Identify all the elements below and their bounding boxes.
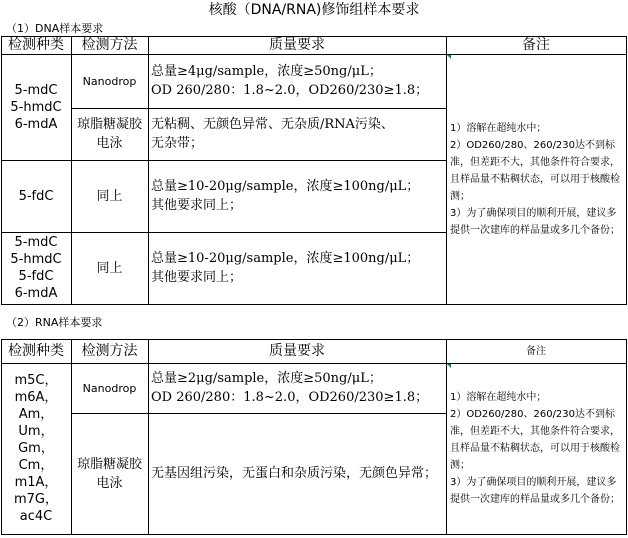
rna-note: 1）溶解在超纯水中； 2）OD260/280、260/230达不到标准，但差距不大，其他条件符合要求，且样品量不粘稠状态，可以用于核酸检测； 3）为了确保项目的顺利开展，建议多提供一次建库的样品量或多几个备份； [450, 392, 620, 505]
rna-types: m5C， m6A， Am， Um， Gm， Cm， m1A， m7G， ac4C [13, 373, 58, 524]
dna-section-label: （1）DNA样本要求 [6, 21, 104, 35]
dna-group3-req: 总量≥10-20μg/sample，浓度≥100ng/μL； 其他要求同上； [151, 251, 420, 285]
dna-group1-types: 5-mdC 5-hmdC 6-mdA [10, 82, 62, 132]
rna-header-quality: 质量要求 [269, 342, 325, 359]
rna-header-method: 检测方法 [81, 342, 138, 359]
dna-group3-types: 5-mdC 5-hmdC 5-fdC 6-mdA [10, 235, 62, 301]
rna-nanodrop-req: 总量≥2μg/sample，浓度≥50ng/μL； OD 260/280：1.8~2.0，OD260/230≥1.8； [151, 371, 429, 405]
dna-group1-gel-req: 无粘稠、无颜色异常、无杂质/RNA污染、 无杂带； [151, 117, 394, 151]
rna-header-note: 备注 [526, 345, 546, 357]
dna-header-method: 检测方法 [81, 36, 138, 53]
dna-header-note: 备注 [522, 36, 550, 53]
rna-gel-req: 无基因组污染，无蛋白和杂质污染，无颜色异常； [151, 466, 438, 481]
rna-gel: 琼脂糖凝胶 电泳 [76, 456, 142, 491]
comment-marker-rna [447, 364, 451, 368]
dna-group3-method: 同上 [96, 260, 123, 276]
dna-group2-method: 同上 [96, 188, 123, 204]
page-title: 核酸（DNA/RNA)修饰组样本要求 [208, 1, 420, 18]
dna-group2-types: 5-fdC [18, 188, 54, 204]
dna-group1-nanodrop: Nanodrop [82, 74, 137, 88]
dna-group2-req: 总量≥10-20μg/sample，浓度≥100ng/μL； 其他要求同上； [151, 179, 420, 213]
rna-nanodrop: Nanodrop [82, 381, 137, 395]
dna-header-type: 检测种类 [8, 36, 64, 53]
dna-header-quality: 质量要求 [269, 36, 325, 53]
comment-marker-dna [447, 55, 451, 59]
dna-note: 1）溶解在超纯水中； 2）OD260/280、260/230达不到标准，但差距不大，其他条件符合要求，且样品量不粘稠状态，可以用于核酸检测； 3）为了确保项目的顺利开展，建议多提供一次建库的样品量或多几个备份； [450, 122, 620, 236]
dna-group1-nanodrop-req: 总量≥4μg/sample，浓度≥50ng/μL； OD 260/280：1.8~2.0，OD260/230≥1.8； [151, 64, 429, 98]
rna-section-label: （2）RNA样本要求 [6, 315, 103, 329]
dna-group1-gel: 琼脂糖凝胶 电泳 [76, 117, 142, 151]
rna-header-type: 检测种类 [8, 342, 64, 359]
